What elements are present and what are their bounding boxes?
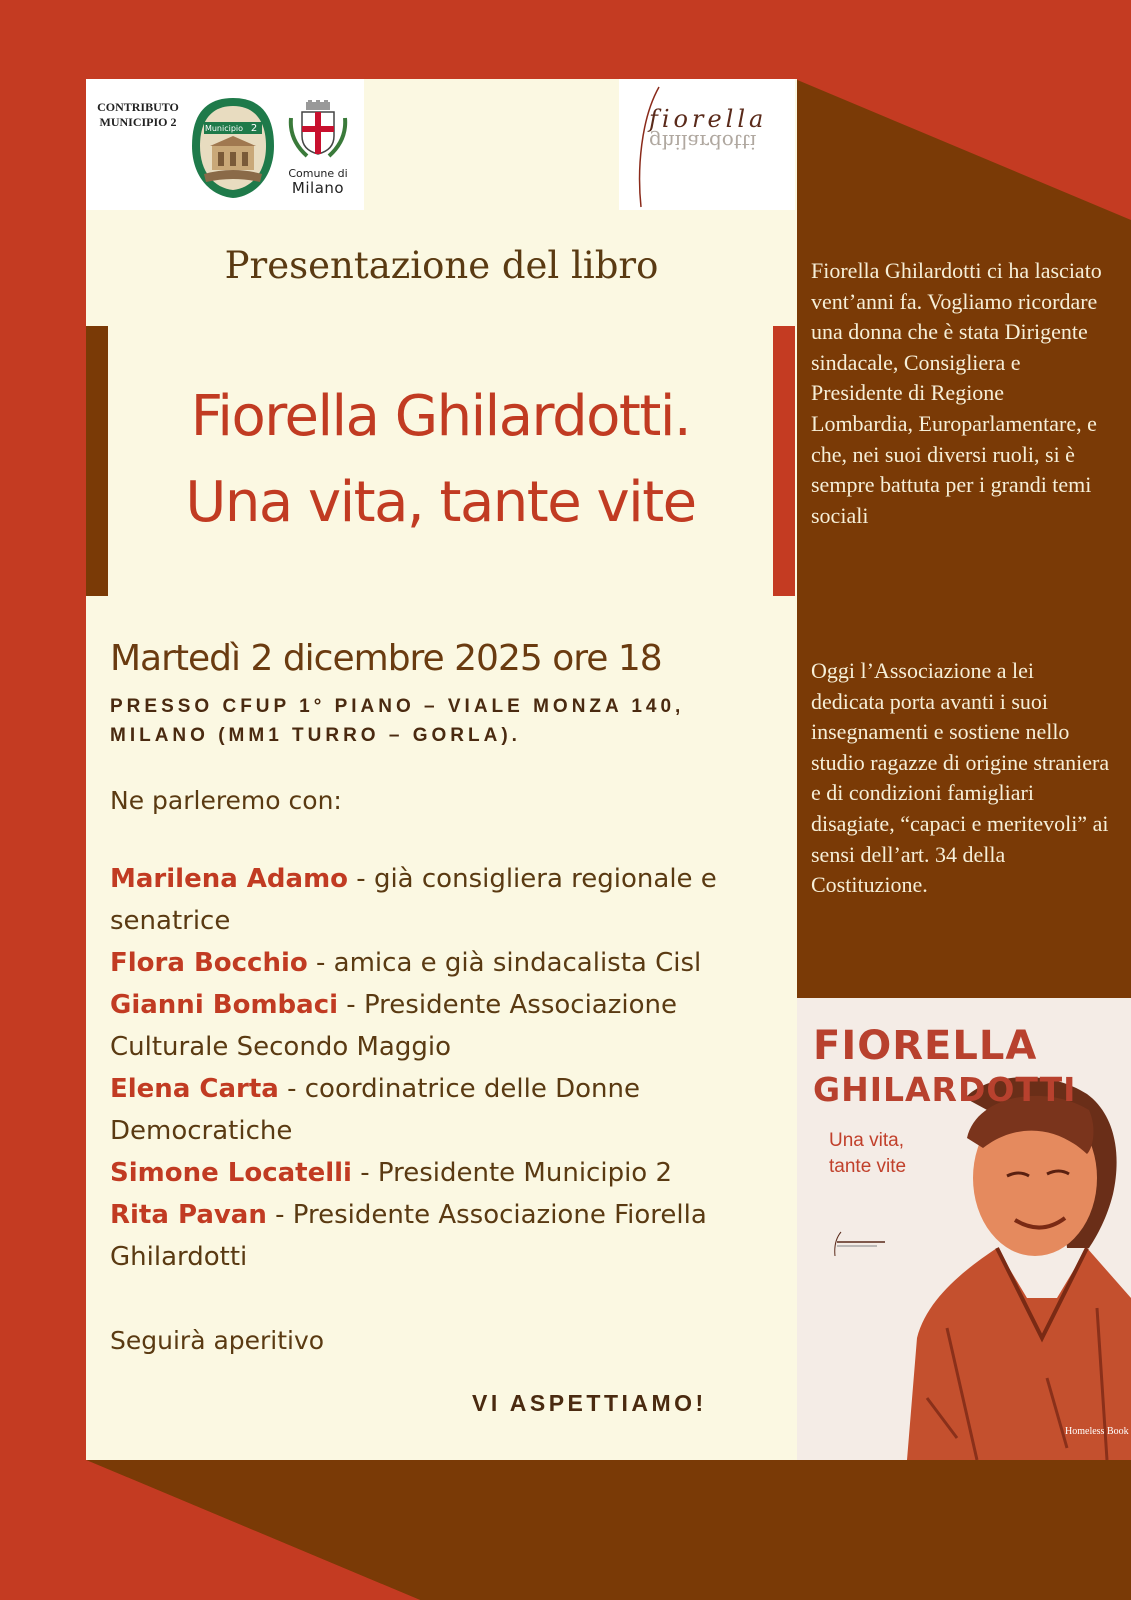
fiorella-logo-bottom: ghilardotti xyxy=(649,130,757,154)
book-publisher: Homeless Book xyxy=(1065,1426,1129,1437)
municipio-badge-number: 2 xyxy=(250,123,258,134)
speakers-list xyxy=(110,858,750,1278)
speaker-name: Flora Bocchio xyxy=(110,948,308,978)
side-paragraph-2: Oggi l’Associazione a lei dedicata porta avanti i suoi insegnamenti e sostiene nello studio ragazze di origine straniera e di condizioni famigliari disagiate, “capaci e meritevoli” ai sensi dell’art. 34 della Costituzione. xyxy=(811,658,1110,898)
book-cover-subtitle-line2: tante vite xyxy=(829,1156,907,1177)
speaker-item xyxy=(110,1068,750,1152)
event-venue: PRESSO CFUP 1° PIANO – VIALE MONZA 140, MILANO (MM1 TURRO – GORLA). xyxy=(110,696,685,746)
speaker-role: - amica e già sindacalista Cisl xyxy=(307,948,702,978)
book-cover-subtitle-line1: Una vita, xyxy=(829,1130,904,1151)
book-cover xyxy=(797,998,1131,1460)
speaker-role: - coordinatrice delle Donne Democratiche xyxy=(110,1074,640,1146)
intro-heading: Presentazione del libro xyxy=(224,244,659,287)
fiorella-ghilardotti-logo xyxy=(619,79,795,210)
municipio-2-badge xyxy=(190,96,276,200)
speaker-name: Gianni Bombaci xyxy=(110,990,339,1020)
speakers-intro: Ne parleremo con: xyxy=(110,786,342,815)
milano-line2: Milano xyxy=(291,179,345,197)
side-paragraph-1: Fiorella Ghilardotti ci ha lasciato vent’anni fa. Vogliamo ricordare una donna che è stata Dirigente sindacale, Consigliera e Presidente di Regione Lombardia, Europarlamentare, e che, nei suoi diversi ruoli, si è sempre battuta per i grandi temi sociali xyxy=(811,258,1102,528)
speaker-name: Simone Locatelli xyxy=(110,1158,352,1188)
event-date: Martedì 2 dicembre 2025 ore 18 xyxy=(110,638,662,679)
book-cover-title-line2: GHILARDOTTI xyxy=(813,1070,1077,1109)
contributo-label: CONTRIBUTO MUNICIPIO 2 xyxy=(97,100,179,129)
speaker-item xyxy=(110,1194,750,1278)
speaker-role: - Presidente Associazione Fiorella Ghilardotti xyxy=(110,1200,707,1272)
speaker-role: - già consigliera regionale e senatrice xyxy=(110,864,717,936)
speaker-name: Marilena Adamo xyxy=(110,864,349,894)
title-accent-bar-right xyxy=(773,326,795,596)
book-title xyxy=(108,374,773,546)
speaker-name: Elena Carta xyxy=(110,1074,279,1104)
aperitivo-note: Seguirà aperitivo xyxy=(110,1326,325,1355)
speaker-role: - Presidente Municipio 2 xyxy=(351,1158,673,1188)
book-title-line1: Fiorella Ghilardotti. xyxy=(190,384,691,449)
fiorella-logo-top: fiorella xyxy=(649,105,768,133)
milano-line1: Comune di xyxy=(288,167,348,180)
call-to-action: VI ASPETTIAMO! xyxy=(472,1390,707,1416)
speaker-item xyxy=(110,858,750,942)
speaker-role: - Presidente Associazione Culturale Secondo Maggio xyxy=(110,990,677,1062)
book-cover-title-line1: FIORELLA xyxy=(813,1023,1038,1069)
book-title-line2: Una vita, tante vite xyxy=(185,470,696,535)
book-cover-title xyxy=(813,1024,1076,1112)
speaker-item xyxy=(110,942,750,984)
municipio-badge-text: Municipio xyxy=(204,124,244,133)
speaker-name: Rita Pavan xyxy=(110,1200,267,1230)
comune-di-milano-label xyxy=(286,166,350,196)
book-cover-logo-icon xyxy=(829,1230,889,1256)
title-accent-bar-left xyxy=(86,326,108,596)
book-cover-subtitle xyxy=(829,1128,906,1180)
speaker-item xyxy=(110,984,750,1068)
speaker-item xyxy=(110,1152,750,1194)
milano-crest-icon xyxy=(287,100,349,160)
